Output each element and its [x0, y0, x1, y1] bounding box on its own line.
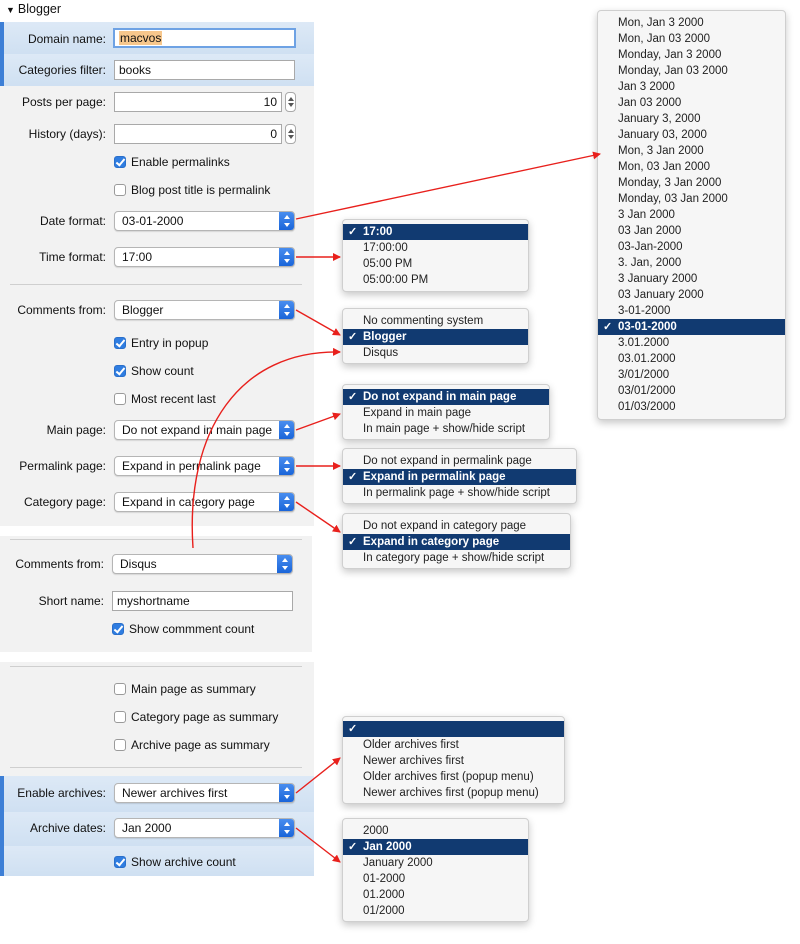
- archive-dates-menu: [342, 818, 529, 922]
- enable-permalinks-checkbox[interactable]: [114, 155, 230, 171]
- most-recent-last-label: Most recent last: [131, 392, 216, 406]
- menu-item[interactable]: [343, 453, 576, 469]
- menu-item-label: 01.2000: [363, 889, 405, 901]
- menu-item-label: Mon, 3 Jan 2000: [618, 145, 704, 157]
- checkmark-icon: ✓: [348, 331, 358, 343]
- menu-item-label: 3-01-2000: [618, 305, 671, 317]
- menu-item-label: January 03, 2000: [618, 129, 707, 141]
- category-page-summary-checkbox[interactable]: [114, 710, 278, 726]
- date-format-value: 03-01-2000: [122, 214, 184, 228]
- enable-archives-popup[interactable]: [114, 783, 295, 803]
- menu-item[interactable]: [598, 95, 785, 111]
- menu-item[interactable]: [343, 405, 549, 421]
- menu-item[interactable]: [343, 855, 528, 871]
- menu-item[interactable]: [343, 785, 564, 801]
- disclosure-triangle-icon[interactable]: ▼: [6, 5, 15, 15]
- permalink-page-value: Expand in permalink page: [122, 459, 261, 473]
- separator: [10, 284, 302, 285]
- menu-item-label: 17:00: [363, 226, 393, 238]
- menu-item-label: 05:00:00 PM: [363, 274, 429, 286]
- menu-item[interactable]: [343, 389, 549, 405]
- disqus-comments-from-popup[interactable]: [112, 554, 293, 574]
- checkmark-icon: ✓: [348, 471, 358, 483]
- menu-item[interactable]: [598, 31, 785, 47]
- menu-item-label: 01-2000: [363, 873, 406, 885]
- menu-item-label: Expand in category page: [363, 536, 500, 548]
- checkmark-icon: ✓: [348, 391, 358, 403]
- short-name-field[interactable]: myshortname: [112, 591, 293, 611]
- menu-item[interactable]: [598, 127, 785, 143]
- menu-item-label: January 2000: [363, 857, 433, 869]
- menu-item-label: In permalink page + show/hide script: [363, 487, 550, 499]
- chevron-updown-icon: [279, 492, 295, 512]
- permalink-page-menu: [342, 448, 577, 504]
- menu-item-label: 03/01/2000: [618, 385, 676, 397]
- category-page-value: Expand in category page: [122, 495, 255, 509]
- menu-item-label: Jan 2000: [363, 841, 412, 853]
- chevron-updown-icon: [279, 211, 295, 231]
- menu-item[interactable]: [598, 159, 785, 175]
- enable-archives-value: Newer archives first: [122, 786, 228, 800]
- menu-item-label: 3/01/2000: [618, 369, 670, 381]
- short-name-label: Short name:: [38, 594, 104, 608]
- menu-item[interactable]: [598, 383, 785, 399]
- menu-item-label: Do not expand in main page: [363, 391, 517, 403]
- menu-item-label: 03-Jan-2000: [618, 241, 683, 253]
- menu-item-label: 05:00 PM: [363, 258, 413, 270]
- menu-item-label: Do not expand in permalink page: [363, 455, 532, 467]
- checkmark-icon: ✓: [603, 321, 613, 333]
- menu-item[interactable]: [343, 721, 564, 737]
- most-recent-last-checkbox[interactable]: [114, 392, 216, 408]
- permalink-page-popup[interactable]: [114, 456, 295, 476]
- separator: [10, 666, 302, 667]
- blog-post-title-permalink-checkbox[interactable]: [114, 183, 270, 199]
- enable-archives-menu: [342, 716, 565, 804]
- checkbox-unchecked-icon: [114, 683, 126, 695]
- entry-in-popup-label: Entry in popup: [131, 336, 209, 350]
- menu-item[interactable]: [343, 550, 570, 566]
- menu-item-label: Older archives first: [363, 739, 459, 751]
- disqus-comments-from-label: Comments from:: [15, 557, 104, 571]
- separator: [10, 539, 302, 540]
- menu-item-label: 03-01-2000: [618, 321, 677, 333]
- menu-item[interactable]: [343, 753, 564, 769]
- checkbox-checked-icon: [114, 337, 126, 349]
- menu-item[interactable]: [598, 207, 785, 223]
- separator: [10, 767, 302, 768]
- section-header[interactable]: [6, 2, 61, 16]
- main-page-menu: [342, 384, 550, 440]
- blog-post-title-permalink-label: Blog post title is permalink: [131, 183, 271, 197]
- menu-item[interactable]: [598, 111, 785, 127]
- disqus-comments-from-value: Disqus: [120, 557, 157, 571]
- menu-item-label: Blogger: [363, 331, 407, 343]
- menu-item[interactable]: [343, 421, 549, 437]
- menu-item[interactable]: [343, 224, 528, 240]
- chevron-updown-icon: [279, 420, 295, 440]
- menu-item-label: Monday, 3 Jan 2000: [618, 177, 722, 189]
- menu-item[interactable]: [598, 191, 785, 207]
- menu-item-label: 3. Jan, 2000: [618, 257, 682, 269]
- menu-item-label: 03 January 2000: [618, 289, 704, 301]
- history-days-field[interactable]: 0: [114, 124, 282, 144]
- menu-item[interactable]: [598, 223, 785, 239]
- menu-item[interactable]: [343, 485, 576, 501]
- menu-item[interactable]: [598, 63, 785, 79]
- main-page-value: Do not expand in main page: [122, 423, 273, 437]
- menu-item[interactable]: [343, 345, 528, 361]
- categories-filter-label: Categories filter:: [18, 63, 106, 77]
- date-format-arrow: [296, 154, 600, 219]
- checkbox-checked-icon: [114, 156, 126, 168]
- menu-item-label: 01/2000: [363, 905, 405, 917]
- show-count-label: Show count: [131, 364, 194, 378]
- menu-item-label: Jan 03 2000: [618, 97, 682, 109]
- menu-item[interactable]: [343, 903, 528, 919]
- menu-item[interactable]: [343, 469, 576, 485]
- menu-item-label: Monday, 03 Jan 2000: [618, 193, 728, 205]
- checkbox-unchecked-icon: [114, 393, 126, 405]
- categories-filter-field[interactable]: books: [114, 60, 295, 80]
- main-page-summary-label: Main page as summary: [131, 682, 256, 696]
- menu-item-label: 03.01.2000: [618, 353, 676, 365]
- checkbox-checked-icon: [114, 856, 126, 868]
- menu-item-label: 3.01.2000: [618, 337, 670, 349]
- menu-item[interactable]: [598, 79, 785, 95]
- show-count-checkbox[interactable]: [114, 364, 194, 380]
- menu-item[interactable]: [598, 143, 785, 159]
- checkmark-icon: ✓: [348, 536, 358, 548]
- menu-item[interactable]: [598, 239, 785, 255]
- domain-name-field[interactable]: [113, 28, 296, 48]
- comments-from-popup[interactable]: [114, 300, 295, 320]
- posts-per-page-stepper[interactable]: [285, 92, 296, 112]
- main-page-popup[interactable]: [114, 420, 295, 440]
- menu-item-label: Disqus: [363, 347, 399, 359]
- menu-item-label: Newer archives first: [363, 755, 464, 767]
- menu-item[interactable]: [598, 47, 785, 63]
- checkbox-checked-icon: [112, 623, 124, 635]
- main-page-label: Main page:: [46, 423, 106, 437]
- archive-page-summary-checkbox[interactable]: [114, 738, 270, 754]
- chevron-updown-icon: [279, 300, 295, 320]
- menu-item-label: Mon, Jan 03 2000: [618, 33, 711, 45]
- menu-item[interactable]: [343, 823, 528, 839]
- menu-item[interactable]: [598, 15, 785, 31]
- menu-item[interactable]: [343, 534, 570, 550]
- enable-permalinks-label: Enable permalinks: [131, 155, 230, 169]
- time-format-value: 17:00: [122, 250, 153, 264]
- checkbox-unchecked-icon: [114, 184, 126, 196]
- menu-item[interactable]: [343, 329, 528, 345]
- menu-item-label: 2000: [363, 825, 389, 837]
- chevron-updown-icon: [279, 456, 295, 476]
- menu-item-label: Newer archives first (popup menu): [363, 787, 539, 799]
- time-format-popup[interactable]: [114, 247, 295, 267]
- category-page-summary-label: Category page as summary: [131, 710, 279, 724]
- menu-item-label: Mon, Jan 3 2000: [618, 17, 704, 29]
- date-format-label: Date format:: [39, 214, 106, 228]
- checkmark-icon: ✓: [348, 723, 358, 735]
- menu-item[interactable]: [598, 399, 785, 415]
- history-days-stepper[interactable]: [285, 124, 296, 144]
- menu-item-label: 01/03/2000: [618, 401, 676, 413]
- menu-item-label: Expand in permalink page: [363, 471, 506, 483]
- menu-item-label: Monday, Jan 03 2000: [618, 65, 728, 77]
- menu-item-label: Do not expand in category page: [363, 520, 527, 532]
- category-page-menu: [342, 513, 571, 569]
- checkmark-icon: ✓: [348, 841, 358, 853]
- menu-item-label: In category page + show/hide script: [363, 552, 545, 564]
- menu-item-label: Monday, Jan 3 2000: [618, 49, 722, 61]
- archive-page-summary-label: Archive page as summary: [131, 738, 270, 752]
- posts-per-page-label: Posts per page:: [21, 95, 106, 109]
- chevron-updown-icon: [279, 783, 295, 803]
- checkbox-checked-icon: [114, 365, 126, 377]
- menu-item[interactable]: [343, 272, 528, 288]
- menu-item[interactable]: [343, 518, 570, 534]
- chevron-updown-icon: [277, 554, 293, 574]
- menu-item-label: January 3, 2000: [618, 113, 701, 125]
- comments-from-label: Comments from:: [17, 303, 106, 317]
- section-title: Blogger: [17, 2, 62, 16]
- time-format-label: Time format:: [39, 250, 106, 264]
- menu-item-label: No commenting system: [363, 315, 484, 327]
- main-page-summary-checkbox[interactable]: [114, 682, 256, 698]
- menu-item[interactable]: [598, 175, 785, 191]
- archive-dates-popup[interactable]: [114, 818, 295, 838]
- permalink-page-label: Permalink page:: [19, 459, 106, 473]
- menu-item-label: In main page + show/hide script: [363, 423, 526, 435]
- checkbox-unchecked-icon: [114, 711, 126, 723]
- show-comment-count-checkbox[interactable]: [112, 622, 254, 638]
- menu-item[interactable]: [343, 839, 528, 855]
- menu-item[interactable]: [598, 367, 785, 383]
- menu-item[interactable]: [343, 769, 564, 785]
- menu-item[interactable]: [598, 287, 785, 303]
- comments-from-value: Blogger: [122, 303, 164, 317]
- menu-item-label: 17:00:00: [363, 242, 408, 254]
- menu-item-label: Older archives first (popup menu): [363, 771, 534, 783]
- checkmark-icon: ✓: [348, 226, 358, 238]
- menu-item-label: 3 Jan 2000: [618, 209, 675, 221]
- category-page-popup[interactable]: [114, 492, 295, 512]
- show-archive-count-label: Show archive count: [131, 855, 236, 869]
- enable-archives-label: Enable archives:: [17, 786, 106, 800]
- menu-item[interactable]: [343, 871, 528, 887]
- menu-item[interactable]: [343, 313, 528, 329]
- menu-item[interactable]: [343, 256, 528, 272]
- domain-name-label: Domain name:: [27, 32, 106, 46]
- menu-item-label: 03 Jan 2000: [618, 225, 682, 237]
- chevron-updown-icon: [279, 818, 295, 838]
- time-format-menu: [342, 219, 529, 292]
- domain-name-selected-text: macvos: [120, 31, 162, 45]
- archive-dates-label: Archive dates:: [29, 821, 106, 835]
- comments-from-menu: [342, 308, 529, 364]
- history-days-label: History (days):: [28, 127, 106, 141]
- date-format-menu: [597, 10, 786, 420]
- show-archive-count-checkbox[interactable]: [114, 855, 236, 871]
- menu-item[interactable]: [598, 335, 785, 351]
- menu-item[interactable]: [598, 319, 785, 335]
- menu-item[interactable]: [598, 303, 785, 319]
- menu-item-label: Jan 3 2000: [618, 81, 675, 93]
- chevron-updown-icon: [279, 247, 295, 267]
- posts-per-page-field[interactable]: 10: [114, 92, 282, 112]
- archive-dates-value: Jan 2000: [122, 821, 172, 835]
- date-format-popup[interactable]: [114, 211, 295, 231]
- show-comment-count-label: Show commment count: [129, 622, 255, 636]
- menu-item[interactable]: [598, 271, 785, 287]
- menu-item[interactable]: [598, 255, 785, 271]
- menu-item[interactable]: [343, 240, 528, 256]
- menu-item-label: Expand in main page: [363, 407, 472, 419]
- category-page-label: Category page:: [23, 495, 106, 509]
- menu-item-label: 3 January 2000: [618, 273, 698, 285]
- menu-item-label: Mon, 03 Jan 2000: [618, 161, 711, 173]
- checkbox-unchecked-icon: [114, 739, 126, 751]
- menu-item[interactable]: [343, 737, 564, 753]
- menu-item[interactable]: [343, 887, 528, 903]
- entry-in-popup-checkbox[interactable]: [114, 336, 208, 352]
- menu-item[interactable]: [598, 351, 785, 367]
